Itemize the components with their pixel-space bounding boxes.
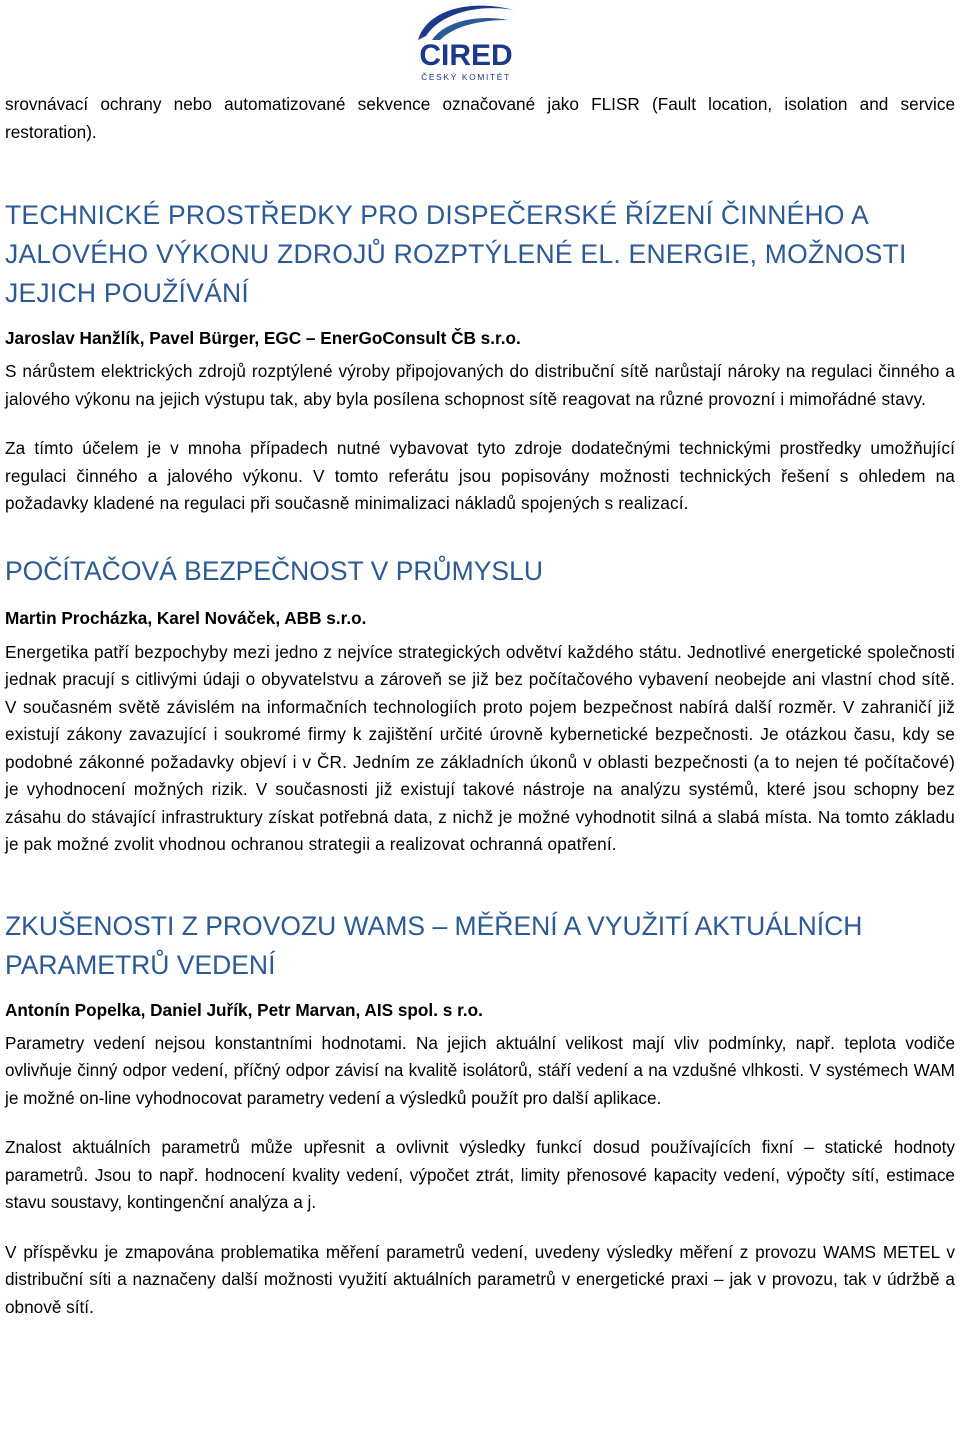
- document-body: [5, 91, 955, 1321]
- cired-logo: [404, 0, 528, 84]
- section-title: ZKUŠENOSTI Z PROVOZU WAMS – MĚŘENÍ A VYUŽITÍ AKTUÁLNÍCH PARAMETRŮ VEDENÍ: [5, 910, 863, 980]
- intro-paragraph: srovnávací ochrany nebo automatizované sekvence označované jako FLISR (Fault location, isolation and service restoration).: [5, 94, 955, 142]
- section-paragraph: Parametry vedení nejsou konstantními hodnotami. Na jejich aktuální velikost mají vliv podmínky, např. teplota vodiče ovlivňuje činný odpor vedení, příčný odpor závisí na kvalitě isolátorů, stáří vedení a na vzdušné vlhkosti. V systémech WAM je možné on-line vyhodnocovat parametry vedení a výsledků použít pro další aplikace.: [5, 1032, 955, 1108]
- section-authors: Jaroslav Hanžlík, Pavel Bürger, EGC – EnerGoConsult ČB s.r.o.: [5, 328, 521, 348]
- section-authors: Martin Procházka, Karel Nováček, ABB s.r.o.: [5, 607, 367, 628]
- section-title: POČÍTAČOVÁ BEZPEČNOST V PRŮMYSLU: [5, 555, 543, 586]
- section-title: TECHNICKÉ PROSTŘEDKY PRO DISPEČERSKÉ ŘÍZENÍ ČINNÉHO A JALOVÉHO VÝKONU ZDROJŮ ROZPTÝLENÉ EL. ENERGIE, MOŽNOSTI JEJICH POUŽÍVÁNÍ: [5, 200, 907, 308]
- section-authors: Antonín Popelka, Daniel Juřík, Petr Marvan, AIS spol. s r.o.: [5, 999, 483, 1020]
- section-paragraph: Znalost aktuálních parametrů může upřesnit a ovlivnit výsledky funkcí dosud používajících fixní – statické hodnoty parametrů. Jsou to např. hodnocení kvality vedení, výpočet ztrát, limity přenosové kapacity vedení, výpočty sítí, estimace stavu soustavy, kontingenční analýza a j.: [5, 1137, 955, 1212]
- section-paragraph: V příspěvku je zmapována problematika měření parametrů vedení, uvedeny výsledky měření z provozu WAMS METEL v distribuční síti a naznačeny další možnosti využití aktuálních parametrů v energetické praxi – jak v provozu, tak v údržbě a obnově sítí.: [5, 1241, 955, 1317]
- svg-text:CIRED: CIRED: [419, 39, 513, 72]
- section-paragraph: Energetika patří bezpochyby mezi jedno z nejvíce strategických odvětví každého státu. Jednotlivé energetické společnosti jednak pracují s citlivými údaji o obyvatelstvu a zároveň se již bez počítačového vybavení neobejde ani vlastní chod sítě. V současném světě závislém na informačních technologiích proto pojem bezpečnost nabírá další rozměr. V zahraničí již existují zákony zavazující i soukromé firmy k zajištění určité úrovně kybernetické bezpečnosti. Je otázkou času, kdy se podobné zákonné požadavky objeví i v ČR. Jedním ze základních úkonů v oblasti bezpečnosti (a to nejen té počítačové) je vyhodnocení možných rizik. V současnosti již existují takové nástroje na analýzu systémů, které jsou schopny bez zásahu do stávající infrastruktury získat potřebná data, z nichž je možné vyhodnotit silná a slabá místa. Na tomto základu je pak možné zvolit vhodnou ochranou strategii a realizovat ochranná opatření.: [5, 641, 955, 854]
- section-paragraph: S nárůstem elektrických zdrojů rozptýlené výroby připojovaných do distribuční sítě narůstají nároky na regulaci činného a jalového výkonu na jejich výstupu tak, aby byla posílena schopnost sítě reagovat na různé provozní i mimořádné stavy.: [5, 361, 955, 409]
- section-paragraph: Za tímto účelem je v mnoha případech nutné vybavovat tyto zdroje dodatečnými technickými prostředky umožňující regulaci činného a jalového výkonu. V tomto referátu jsou popisovány možnosti technických řešení s ohledem na požadavky kladené na regulaci při současně minimalizaci nákladů spojených s realizací.: [5, 438, 955, 513]
- svg-text:ČESKÝ KOMITÉT: ČESKÝ KOMITÉT: [421, 72, 511, 82]
